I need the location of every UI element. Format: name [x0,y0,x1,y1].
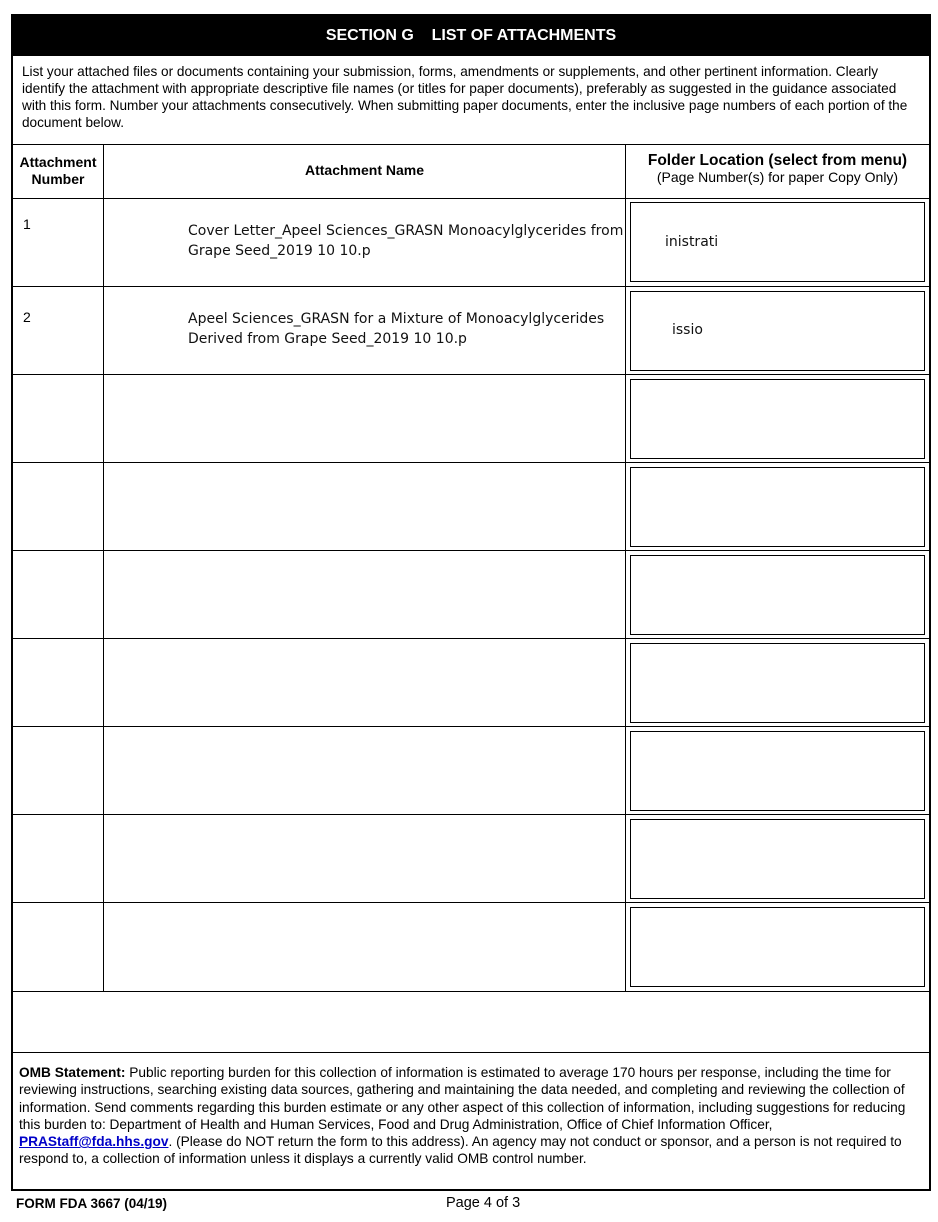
omb-text-end: . (Please do NOT return the form to this address). An agency may not conduct or sponsor, and a person is not required to respond to, a collection of information unless it displays a currently valid OMB control number. [19,1134,902,1167]
folder-location-select[interactable] [630,907,925,987]
col-header-folder-label: Folder Location (select from menu) [647,152,908,169]
attachment-number[interactable]: 1 [23,216,31,232]
folder-location-select[interactable] [630,291,925,371]
table-header-divider [13,198,929,199]
col-header-folder-sublabel: (Page Number(s) for paper Copy Only) [656,169,899,185]
folder-location-select[interactable] [630,731,925,811]
folder-location-value: inistrati [665,234,719,250]
omb-text: Public reporting burden for this collection of information is estimated to average 170 hours per response, including the time for reviewing instructions, searching existing data sources, gathering and maintaining the data needed, and completing and reviewing the collection of information. Send comments regarding this burden estimate or any other aspect of this collection of information, including suggestions for reducing this burden to: Department of Health and Human Services, Food and Drug Administration, Office of Chief Information Officer, [19,1065,906,1132]
omb-label: OMB Statement: [19,1065,126,1080]
folder-location-select[interactable] [630,555,925,635]
folder-location-select[interactable] [630,202,925,282]
pra-email-link[interactable]: PRAStaff@fda.hhs.gov [19,1134,169,1150]
form-frame [11,14,931,1191]
column-divider [103,144,104,991]
row-divider [13,638,929,639]
attachment-number[interactable]: 2 [23,309,31,325]
row-divider [13,814,929,815]
table-bottom-border [13,991,929,992]
row-divider [13,726,929,727]
row-divider [13,550,929,551]
col-header-name: Attachment Name [304,162,425,178]
attachment-name[interactable]: Cover Letter_Apeel Sciences_GRASN Monoacylglycerides from Grape Seed_2019 10 10.p [188,223,624,259]
row-divider [13,902,929,903]
folder-location-select[interactable] [630,643,925,723]
row-divider [13,286,929,287]
folder-location-select[interactable] [630,819,925,899]
row-divider [13,374,929,375]
col-header-folder [626,152,929,186]
omb-top-border [13,1052,929,1053]
row-divider [13,462,929,463]
attachment-name[interactable]: Apeel Sciences_GRASN for a Mixture of Monoacylglycerides Derived from Grape Seed_2019 10 10.p [188,311,605,347]
page-number: Page 4 of 3 [446,1195,521,1211]
folder-location-value: issio [672,322,703,338]
section-instructions: List your attached files or documents containing your submission, forms, amendments or supplements, and other pertinent information. Clearly identify the attachment with appropriate descriptive file names (or titles for paper documents), preferably as suggested in the guidance associated with this form. Number your attachments consecutively. When submitting paper documents, enter the inclusive page numbers of each portion of the document below. [22,64,908,130]
folder-location-select[interactable] [630,467,925,547]
form-id: FORM FDA 3667 (04/19) [16,1196,168,1211]
folder-location-select[interactable] [630,379,925,459]
omb-statement [19,1064,927,1168]
section-title: SECTION G LIST OF ATTACHMENTS [13,16,929,56]
col-header-number: Attachment Number [19,154,97,187]
table-top-border [13,144,929,145]
column-divider [625,144,626,991]
